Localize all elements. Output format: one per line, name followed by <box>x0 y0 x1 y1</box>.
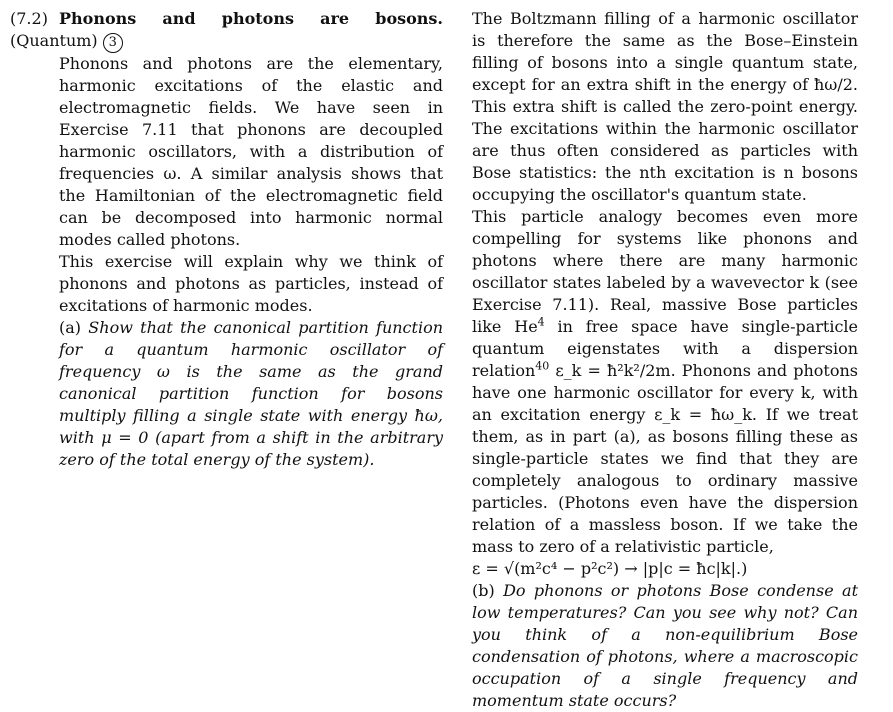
right-paragraph-2-a: This particle analogy becomes even more compelling for systems like phonons and photons where there are many harmonic oscillator states labeled by a wavevector k (see Exercise 7.11). Real, massive Bose particles like He <box>472 207 858 336</box>
he-superscript: 4 <box>537 315 545 329</box>
left-column <box>10 8 443 471</box>
part-a-text: Show that the canonical partition function for a quantum harmonic oscillator of frequency ω is the same as the grand canonical partition function for bosons multiply filling a single state with energy ħω, with μ = 0 (apart from a shift in the arbitrary zero of the total energy of the system). <box>59 318 443 469</box>
quantum-tag: (Quantum) <box>10 31 98 50</box>
footnote-marker[interactable]: 40 <box>535 359 550 373</box>
exercise-number: (7.2) <box>10 9 48 28</box>
exercise-title: Phonons and photons are bosons. <box>59 9 443 28</box>
difficulty-badge: 3 <box>103 33 123 53</box>
left-paragraph-1: Phonons and photons are the elementary, harmonic excitations of the elastic and electromagnetic fields. We have seen in Exercise 7.11 that phonons are decoupled harmonic oscillators, with a distribution of frequencies ω. A similar analysis shows that the Hamiltonian of the electromagnetic field can be decomposed into harmonic normal modes called photons. <box>59 54 443 249</box>
right-paragraph-1: The Boltzmann filling of a harmonic oscillator is therefore the same as the Bose–Einstein filling of bosons into a single quantum state, except for an extra shift in the energy of ħω/2. This extra shift is called the zero-point energy. The excitations within the harmonic oscillator are thus often considered as particles with Bose statistics: the nth excitation is n bosons occupying the oscillator's quantum state. <box>472 9 858 204</box>
left-paragraph-2: This exercise will explain why we think of phonons and photons as particles, instead of excitations of harmonic modes. <box>59 252 443 315</box>
right-paragraph-2-b: in free space have single-particle quantum eigenstates with a dispersion relation <box>472 317 858 380</box>
right-column <box>472 8 858 712</box>
part-b-text: Do phonons or photons Bose condense at low temperatures? Can you see why not? Can you think of a non-equilibrium Bose condensation of photons, where a macroscopic occupation of a single frequency and momentum state occurs? <box>472 581 858 710</box>
exercise-header <box>10 8 443 53</box>
part-b <box>472 580 858 712</box>
relativistic-formula: ε = √(m²c⁴ − p²c²) → |p|c = ħc|k|.) <box>472 559 748 578</box>
part-a <box>59 317 443 471</box>
right-paragraph-2 <box>472 206 858 558</box>
right-paragraph-2-c: ε_k = ħ²k²/2m. Phonons and photons have one harmonic oscillator for every k, with an excitation energy ε_k = ħω_k. If we treat them, as in part (a), as bosons filling these as single-particle states we find that they are completely analogous to ordinary massive particles. (Photons even have the dispersion relation of a massless boson. If we take the mass to zero of a relativistic particle, <box>472 361 858 556</box>
part-a-label: (a) <box>59 318 82 337</box>
part-b-label: (b) <box>472 581 495 600</box>
